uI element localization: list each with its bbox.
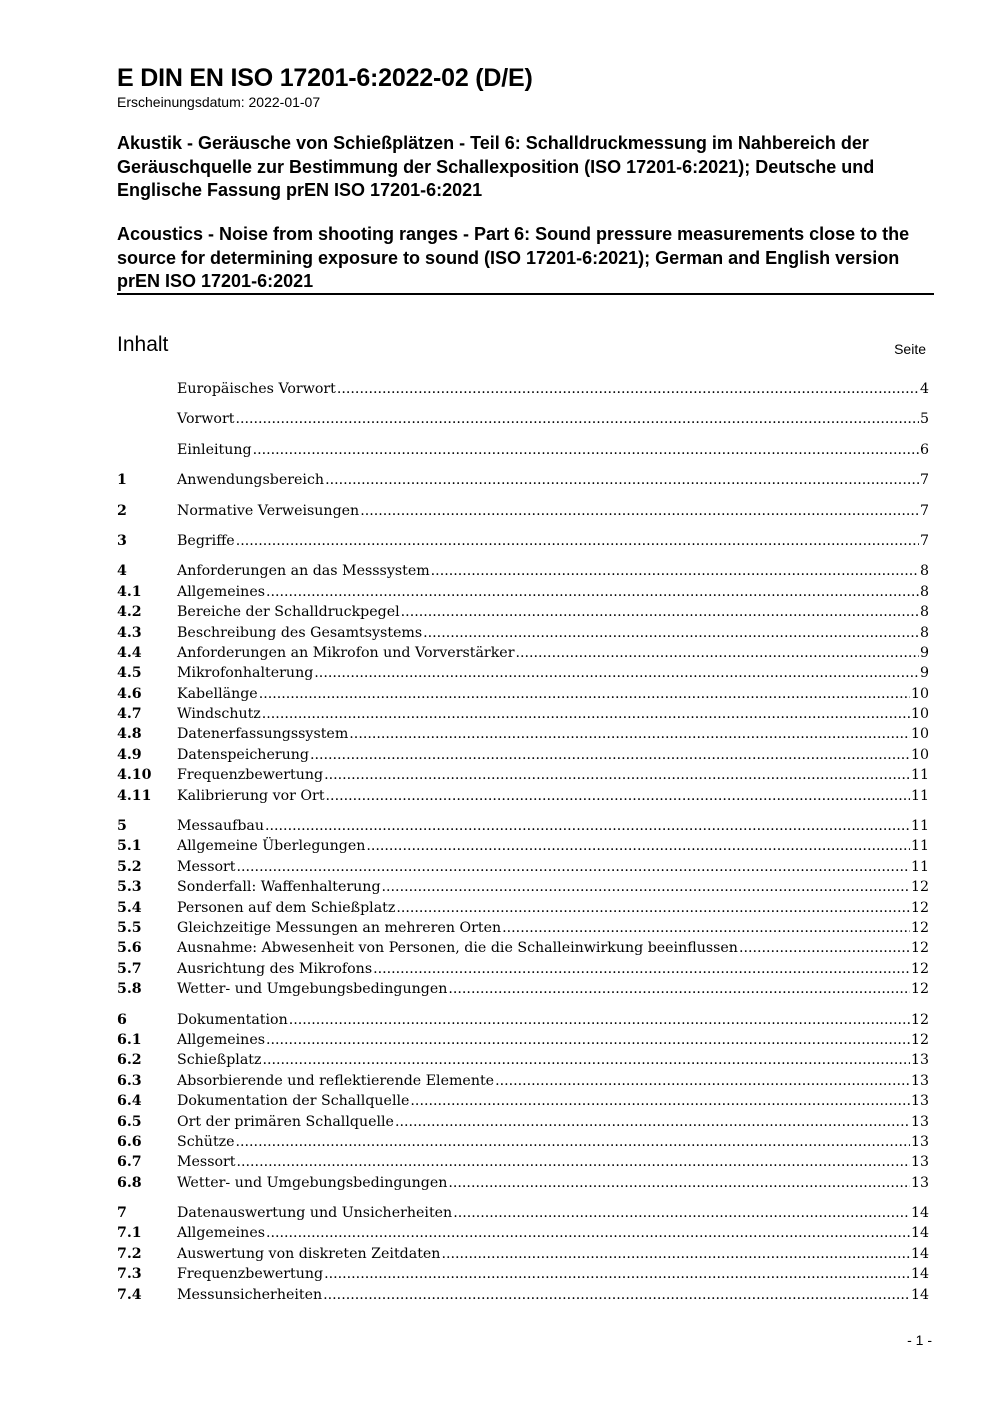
toc-entry-number: 5.8 xyxy=(117,981,142,998)
toc-leader-dots xyxy=(324,765,910,785)
toc-entry-title: Anforderungen an Mikrofon und Vorverstärker xyxy=(177,644,515,661)
toc-entry-number: 6.6 xyxy=(117,1133,142,1150)
toc-entry-page: 14 xyxy=(910,1266,929,1283)
toc-leader-dots xyxy=(395,1112,910,1132)
toc-entry-title: Messort xyxy=(177,1154,236,1171)
toc-leader-dots xyxy=(289,1010,910,1030)
toc-leader-dots xyxy=(325,470,919,490)
toc-entry-number: 6.3 xyxy=(117,1072,142,1089)
toc-entry-page: 12 xyxy=(910,919,929,936)
toc-entry[interactable] xyxy=(117,440,929,460)
toc-entry-number: 5 xyxy=(117,818,127,835)
toc-entry-title: Allgemeines xyxy=(177,1031,265,1048)
toc-entry-page: 14 xyxy=(910,1286,929,1303)
toc-entry-page: 11 xyxy=(910,818,929,835)
toc-entry-number: 5.4 xyxy=(117,899,142,916)
toc-entry-title: Einleitung xyxy=(177,441,252,458)
toc-entry-title: Auswertung von diskreten Zeitdaten xyxy=(177,1245,441,1262)
toc-entry-number: 1 xyxy=(117,472,127,489)
toc-entry-number: 4.5 xyxy=(117,665,142,682)
toc-entry-title: Ort der primären Schallquelle xyxy=(177,1113,394,1130)
toc-entry-page: 10 xyxy=(910,746,929,763)
toc-entry-title: Bereiche der Schalldruckpegel xyxy=(177,604,400,621)
toc-entry-page: 13 xyxy=(910,1133,929,1150)
toc-entry-page: 12 xyxy=(910,1031,929,1048)
toc-entry[interactable] xyxy=(117,1091,929,1111)
toc-leader-dots xyxy=(739,938,910,958)
toc-leader-dots xyxy=(360,501,919,521)
toc-entry-page: 13 xyxy=(910,1174,929,1191)
toc-entry-title: Sonderfall: Waffenhalterung xyxy=(177,879,381,896)
toc-leader-dots xyxy=(495,1071,910,1091)
toc-entry-number: 4.4 xyxy=(117,644,142,661)
toc-entry-number: 5.3 xyxy=(117,879,142,896)
toc-entry-page: 14 xyxy=(910,1245,929,1262)
toc-entry-page: 7 xyxy=(919,502,929,519)
toc-entry[interactable] xyxy=(117,959,929,979)
toc-leader-dots xyxy=(266,1223,910,1243)
toc-entry[interactable] xyxy=(117,643,929,663)
toc-page-column-label: Seite xyxy=(894,341,926,357)
toc-entry[interactable] xyxy=(117,663,929,683)
toc-leader-dots xyxy=(401,602,919,622)
toc-entry-number: 7.3 xyxy=(117,1266,142,1283)
toc-entry-number: 6.5 xyxy=(117,1113,142,1130)
toc-entry-title: Gleichzeitige Messungen an mehreren Orten xyxy=(177,919,502,936)
toc-leader-dots xyxy=(259,684,910,704)
toc-heading: Inhalt xyxy=(117,333,169,356)
toc-leader-dots xyxy=(423,623,919,643)
toc-entry[interactable] xyxy=(117,724,929,744)
toc-entry-page: 10 xyxy=(910,706,929,723)
toc-entry[interactable] xyxy=(117,1030,929,1050)
toc-leader-dots xyxy=(448,1173,910,1193)
toc-entry-page: 12 xyxy=(910,960,929,977)
toc-entry-page: 10 xyxy=(910,685,929,702)
toc-entry[interactable] xyxy=(117,602,929,622)
toc-entry-title: Frequenzbewertung xyxy=(177,767,324,784)
toc-entry-title: Kabellänge xyxy=(177,685,258,702)
toc-entry[interactable] xyxy=(117,1264,929,1284)
toc-entry-page: 12 xyxy=(910,1011,929,1028)
toc-entry-page: 5 xyxy=(919,411,929,428)
toc-entry-title: Anwendungsbereich xyxy=(177,472,325,489)
toc-entry-page: 13 xyxy=(910,1072,929,1089)
toc-entry[interactable] xyxy=(117,379,929,399)
title-english: Acoustics - Noise from shooting ranges - Part 6: Sound pressure measurements close to the source for determining exposure to sound (ISO 17201-6:2021); German and English version prEN ISO 17201-6:2021 xyxy=(117,224,910,291)
toc-entry-title: Messort xyxy=(177,858,236,875)
toc-entry-page: 13 xyxy=(910,1093,929,1110)
toc-leader-dots xyxy=(266,582,919,602)
toc-entry-page: 8 xyxy=(919,583,929,600)
toc-entry-title: Begriffe xyxy=(177,532,235,549)
toc-leader-dots xyxy=(236,531,919,551)
toc-entry-number: 4.11 xyxy=(117,787,152,804)
toc-entry-title: Mikrofonhalterung xyxy=(177,665,314,682)
toc-entry[interactable] xyxy=(117,1010,929,1030)
toc-entry-title: Frequenzbewertung xyxy=(177,1266,324,1283)
toc-entry[interactable] xyxy=(117,704,929,724)
toc-entry[interactable] xyxy=(117,816,929,836)
toc-entry-title: Beschreibung des Gesamtsystems xyxy=(177,624,423,641)
toc-entry-title: Dokumentation xyxy=(177,1011,288,1028)
toc-entry-number: 5.7 xyxy=(117,960,142,977)
toc-entry-page: 6 xyxy=(919,441,929,458)
toc-leader-dots xyxy=(262,1050,909,1070)
document-id: E DIN EN ISO 17201-6:2022-02 (D/E) xyxy=(117,64,533,92)
toc-entry-page: 14 xyxy=(910,1205,929,1222)
toc-leader-dots xyxy=(441,1244,909,1264)
publication-date: Erscheinungsdatum: 2022-01-07 xyxy=(117,94,321,110)
toc-leader-dots xyxy=(502,918,910,938)
toc-entry-page: 12 xyxy=(910,899,929,916)
toc-entry-title: Schießplatz xyxy=(177,1052,262,1069)
toc-entry-number: 4.2 xyxy=(117,604,142,621)
toc-entry-number: 2 xyxy=(117,502,127,519)
toc-entry-number: 4.6 xyxy=(117,685,142,702)
toc-entry[interactable] xyxy=(117,745,929,765)
toc-leader-dots xyxy=(515,643,918,663)
toc-entry-number: 6.2 xyxy=(117,1052,142,1069)
toc-entry[interactable] xyxy=(117,470,929,490)
toc-entry-title: Absorbierende und reflektierende Elemente xyxy=(177,1072,495,1089)
toc-entry-number: 5.1 xyxy=(117,838,142,855)
toc-entry[interactable] xyxy=(117,409,929,429)
toc-entry[interactable] xyxy=(117,561,929,581)
toc-leader-dots xyxy=(310,745,910,765)
toc-leader-dots xyxy=(253,440,919,460)
toc-entry-number: 6.7 xyxy=(117,1154,142,1171)
table-of-contents xyxy=(117,379,929,1305)
toc-entry[interactable] xyxy=(117,1285,929,1305)
toc-entry-page: 7 xyxy=(919,532,929,549)
toc-entry-page: 14 xyxy=(910,1225,929,1242)
toc-entry-page: 9 xyxy=(919,644,929,661)
toc-entry-number: 4.7 xyxy=(117,706,142,723)
toc-entry-page: 11 xyxy=(910,787,929,804)
toc-entry[interactable] xyxy=(117,836,929,856)
toc-entry-page: 13 xyxy=(910,1154,929,1171)
toc-entry-title: Anforderungen an das Messsystem xyxy=(177,563,430,580)
toc-entry-title: Ausnahme: Abwesenheit von Personen, die die Schalleinwirkung beeinflussen xyxy=(177,940,738,957)
toc-entry-number: 4.3 xyxy=(117,624,142,641)
toc-entry-title: Messaufbau xyxy=(177,818,265,835)
toc-entry-title: Datenerfassungssystem xyxy=(177,726,349,743)
toc-leader-dots xyxy=(410,1091,910,1111)
toc-entry-page: 12 xyxy=(910,940,929,957)
toc-leader-dots xyxy=(366,836,910,856)
toc-entry[interactable] xyxy=(117,1071,929,1091)
toc-entry-title: Kalibrierung vor Ort xyxy=(177,787,325,804)
toc-entry[interactable] xyxy=(117,501,929,521)
toc-entry[interactable] xyxy=(117,979,929,999)
toc-entry-title: Europäisches Vorwort xyxy=(177,381,336,397)
toc-entry-page: 10 xyxy=(910,726,929,743)
toc-leader-dots xyxy=(324,1264,910,1284)
toc-entry-page: 9 xyxy=(919,665,929,682)
toc-entry-page: 11 xyxy=(910,767,929,784)
toc-entry[interactable] xyxy=(117,938,929,958)
toc-entry-title: Vorwort xyxy=(177,411,235,428)
toc-entry-title: Allgemeine Überlegungen xyxy=(177,838,366,855)
toc-entry-number: 7.1 xyxy=(117,1225,142,1242)
toc-entry-title: Dokumentation der Schallquelle xyxy=(177,1093,410,1110)
toc-leader-dots xyxy=(266,1030,910,1050)
toc-leader-dots xyxy=(323,1285,910,1305)
toc-entry-number: 7 xyxy=(117,1205,127,1222)
toc-entry-number: 3 xyxy=(117,532,127,549)
toc-leader-dots xyxy=(265,816,910,836)
toc-entry-number: 6 xyxy=(117,1011,127,1028)
toc-entry-number: 5.6 xyxy=(117,940,142,957)
toc-entry[interactable] xyxy=(117,1112,929,1132)
toc-entry-number: 4.1 xyxy=(117,583,142,600)
toc-entry-title: Datenspeicherung xyxy=(177,746,309,763)
title-german: Akustik - Geräusche von Schießplätzen - Teil 6: Schalldruckmessung im Nahbereich der Geräuschquelle zur Bestimmung der Schallexposition (ISO 17201-6:2021); Deutsche und Englische Fassung prEN ISO 17201-6:2021 xyxy=(117,133,875,200)
toc-entry-page: 8 xyxy=(919,624,929,641)
toc-entry-title: Ausrichtung des Mikrofons xyxy=(177,960,373,977)
toc-entry[interactable] xyxy=(117,582,929,602)
toc-entry-number: 5.2 xyxy=(117,858,142,875)
toc-entry[interactable] xyxy=(117,1132,929,1152)
toc-entry-title: Personen auf dem Schießplatz xyxy=(177,899,396,916)
toc-entry[interactable] xyxy=(117,1050,929,1070)
toc-entry-page: 7 xyxy=(919,472,929,489)
toc-entry[interactable] xyxy=(117,918,929,938)
toc-entry[interactable] xyxy=(117,877,929,897)
toc-entry-title: Datenauswertung und Unsicherheiten xyxy=(177,1205,453,1222)
toc-entry[interactable] xyxy=(117,765,929,785)
toc-entry-page: 12 xyxy=(910,879,929,896)
toc-entry-page: 12 xyxy=(910,981,929,998)
toc-entry-title: Messunsicherheiten xyxy=(177,1286,323,1303)
toc-entry-page: 13 xyxy=(910,1052,929,1069)
toc-entry-number: 4.8 xyxy=(117,726,142,743)
toc-entry-number: 6.1 xyxy=(117,1031,142,1048)
toc-entry-title: Windschutz xyxy=(177,706,261,723)
toc-entry[interactable] xyxy=(117,1244,929,1264)
toc-entry-number: 4.10 xyxy=(117,767,152,784)
toc-entry-title: Schütze xyxy=(177,1133,235,1150)
toc-entry[interactable] xyxy=(117,623,929,643)
toc-entry-title: Allgemeines xyxy=(177,583,265,600)
toc-leader-dots xyxy=(262,704,910,724)
toc-entry-page: 4 xyxy=(919,381,929,397)
toc-entry-page: 11 xyxy=(910,838,929,855)
toc-leader-dots xyxy=(237,1152,910,1172)
toc-entry-number: 7.2 xyxy=(117,1245,142,1262)
toc-entry-title: Allgemeines xyxy=(177,1225,265,1242)
toc-entry[interactable] xyxy=(117,684,929,704)
toc-entry-page: 8 xyxy=(919,604,929,621)
toc-entry-number: 4.9 xyxy=(117,746,142,763)
toc-leader-dots xyxy=(337,379,919,399)
toc-leader-dots xyxy=(326,786,910,806)
toc-entry-number: 6.4 xyxy=(117,1093,142,1110)
page-number: - 1 - xyxy=(907,1332,932,1348)
toc-leader-dots xyxy=(431,561,919,581)
toc-entry-title: Wetter- und Umgebungsbedingungen xyxy=(177,1174,448,1191)
toc-leader-dots xyxy=(453,1203,910,1223)
toc-leader-dots xyxy=(382,877,910,897)
toc-entry-number: 6.8 xyxy=(117,1174,142,1191)
toc-entry-number: 4 xyxy=(117,563,127,580)
toc-entry[interactable] xyxy=(117,531,929,551)
toc-leader-dots xyxy=(314,663,919,683)
title-divider xyxy=(117,293,934,295)
toc-leader-dots xyxy=(373,959,910,979)
toc-entry[interactable] xyxy=(117,786,929,806)
toc-entry[interactable] xyxy=(117,1152,929,1172)
toc-leader-dots xyxy=(396,898,910,918)
toc-entry-number: 5.5 xyxy=(117,919,142,936)
toc-entry-page: 13 xyxy=(910,1113,929,1130)
toc-entry-title: Wetter- und Umgebungsbedingungen xyxy=(177,981,448,998)
toc-leader-dots xyxy=(235,409,919,429)
toc-entry-page: 11 xyxy=(910,858,929,875)
toc-leader-dots xyxy=(237,857,910,877)
toc-entry[interactable] xyxy=(117,898,929,918)
toc-entry-title: Normative Verweisungen xyxy=(177,502,360,519)
toc-entry[interactable] xyxy=(117,1173,929,1193)
toc-entry[interactable] xyxy=(117,1223,929,1243)
toc-entry-number: 7.4 xyxy=(117,1286,142,1303)
toc-entry-page: 8 xyxy=(919,563,929,580)
toc-leader-dots xyxy=(349,724,910,744)
toc-leader-dots xyxy=(448,979,910,999)
toc-leader-dots xyxy=(236,1132,910,1152)
toc-entry[interactable] xyxy=(117,857,929,877)
toc-entry[interactable] xyxy=(117,1203,929,1223)
